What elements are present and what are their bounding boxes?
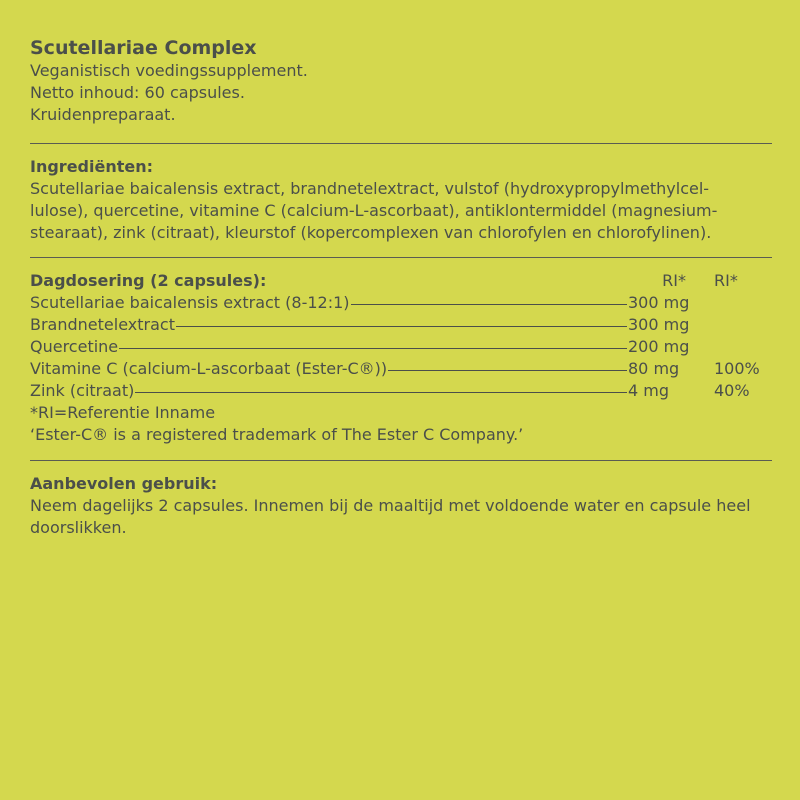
product-category: Kruidenpreparaat. xyxy=(30,105,176,124)
ingredients-section xyxy=(30,156,772,244)
label-document xyxy=(30,36,772,539)
leader-line xyxy=(135,392,627,393)
trademark-note: ‘Ester-C® is a registered trademark of The Ester C Company.’ xyxy=(30,425,524,444)
leader-line xyxy=(351,304,627,305)
ingredients-line: stearaat), zink (citraat), kleurstof (kopercomplexen van chlorofylen en chlorofylinen). xyxy=(30,223,712,242)
leader-line xyxy=(388,370,627,371)
divider xyxy=(30,257,772,258)
ingredients-heading: Ingrediënten: xyxy=(30,157,154,176)
usage-section xyxy=(30,473,772,539)
dosage-amount: 300 mg xyxy=(628,293,690,312)
ri-column-header: RI* xyxy=(714,271,738,290)
dosage-amount: 300 mg xyxy=(628,315,690,334)
leader-line xyxy=(119,348,627,349)
dosage-ingredient: Quercetine xyxy=(30,337,119,356)
dosage-row xyxy=(30,314,772,336)
dosage-amount: 80 mg xyxy=(628,359,680,378)
usage-heading: Aanbevolen gebruik: xyxy=(30,474,218,493)
dosage-ingredient: Scutellariae baicalensis extract (8-12:1) xyxy=(30,293,350,312)
leader-line xyxy=(176,326,627,327)
product-info xyxy=(30,36,772,126)
dosage-ingredient: Brandnetelextract xyxy=(30,315,175,334)
net-contents: Netto inhoud: 60 capsules. xyxy=(30,83,245,102)
ingredients-line: lulose), quercetine, vitamine C (calcium-L-ascorbaat), antiklontermiddel (magnesium- xyxy=(30,201,718,220)
dosage-row xyxy=(30,380,772,402)
usage-line: doorslikken. xyxy=(30,518,127,537)
dosage-amount: 200 mg xyxy=(628,337,690,356)
dosage-row xyxy=(30,336,772,358)
ri-footnote: *RI=Referentie Inname xyxy=(30,403,216,422)
dosage-heading: Dagdosering (2 capsules): xyxy=(30,271,267,290)
dosage-section xyxy=(30,270,772,446)
dosage-row xyxy=(30,292,772,314)
dosage-ri: 100% xyxy=(714,359,760,378)
divider xyxy=(30,460,772,461)
dosage-ingredient: Zink (citraat) xyxy=(30,381,135,400)
ri-column-header: RI* xyxy=(662,271,686,290)
dosage-header-row xyxy=(30,270,772,292)
divider xyxy=(30,143,772,144)
ingredients-line: Scutellariae baicalensis extract, brandnetelextract, vulstof (hydroxypropylmethylcel- xyxy=(30,179,710,198)
dosage-ingredient: Vitamine C (calcium-L-ascorbaat (Ester-C®)) xyxy=(30,359,388,378)
product-title: Scutellariae Complex xyxy=(30,37,257,59)
dosage-amount: 4 mg xyxy=(628,381,670,400)
usage-line: Neem dagelijks 2 capsules. Innemen bij de maaltijd met voldoende water en capsule heel xyxy=(30,496,751,515)
product-type: Veganistisch voedingssupplement. xyxy=(30,61,308,80)
dosage-ri: 40% xyxy=(714,381,750,400)
dosage-row xyxy=(30,358,772,380)
